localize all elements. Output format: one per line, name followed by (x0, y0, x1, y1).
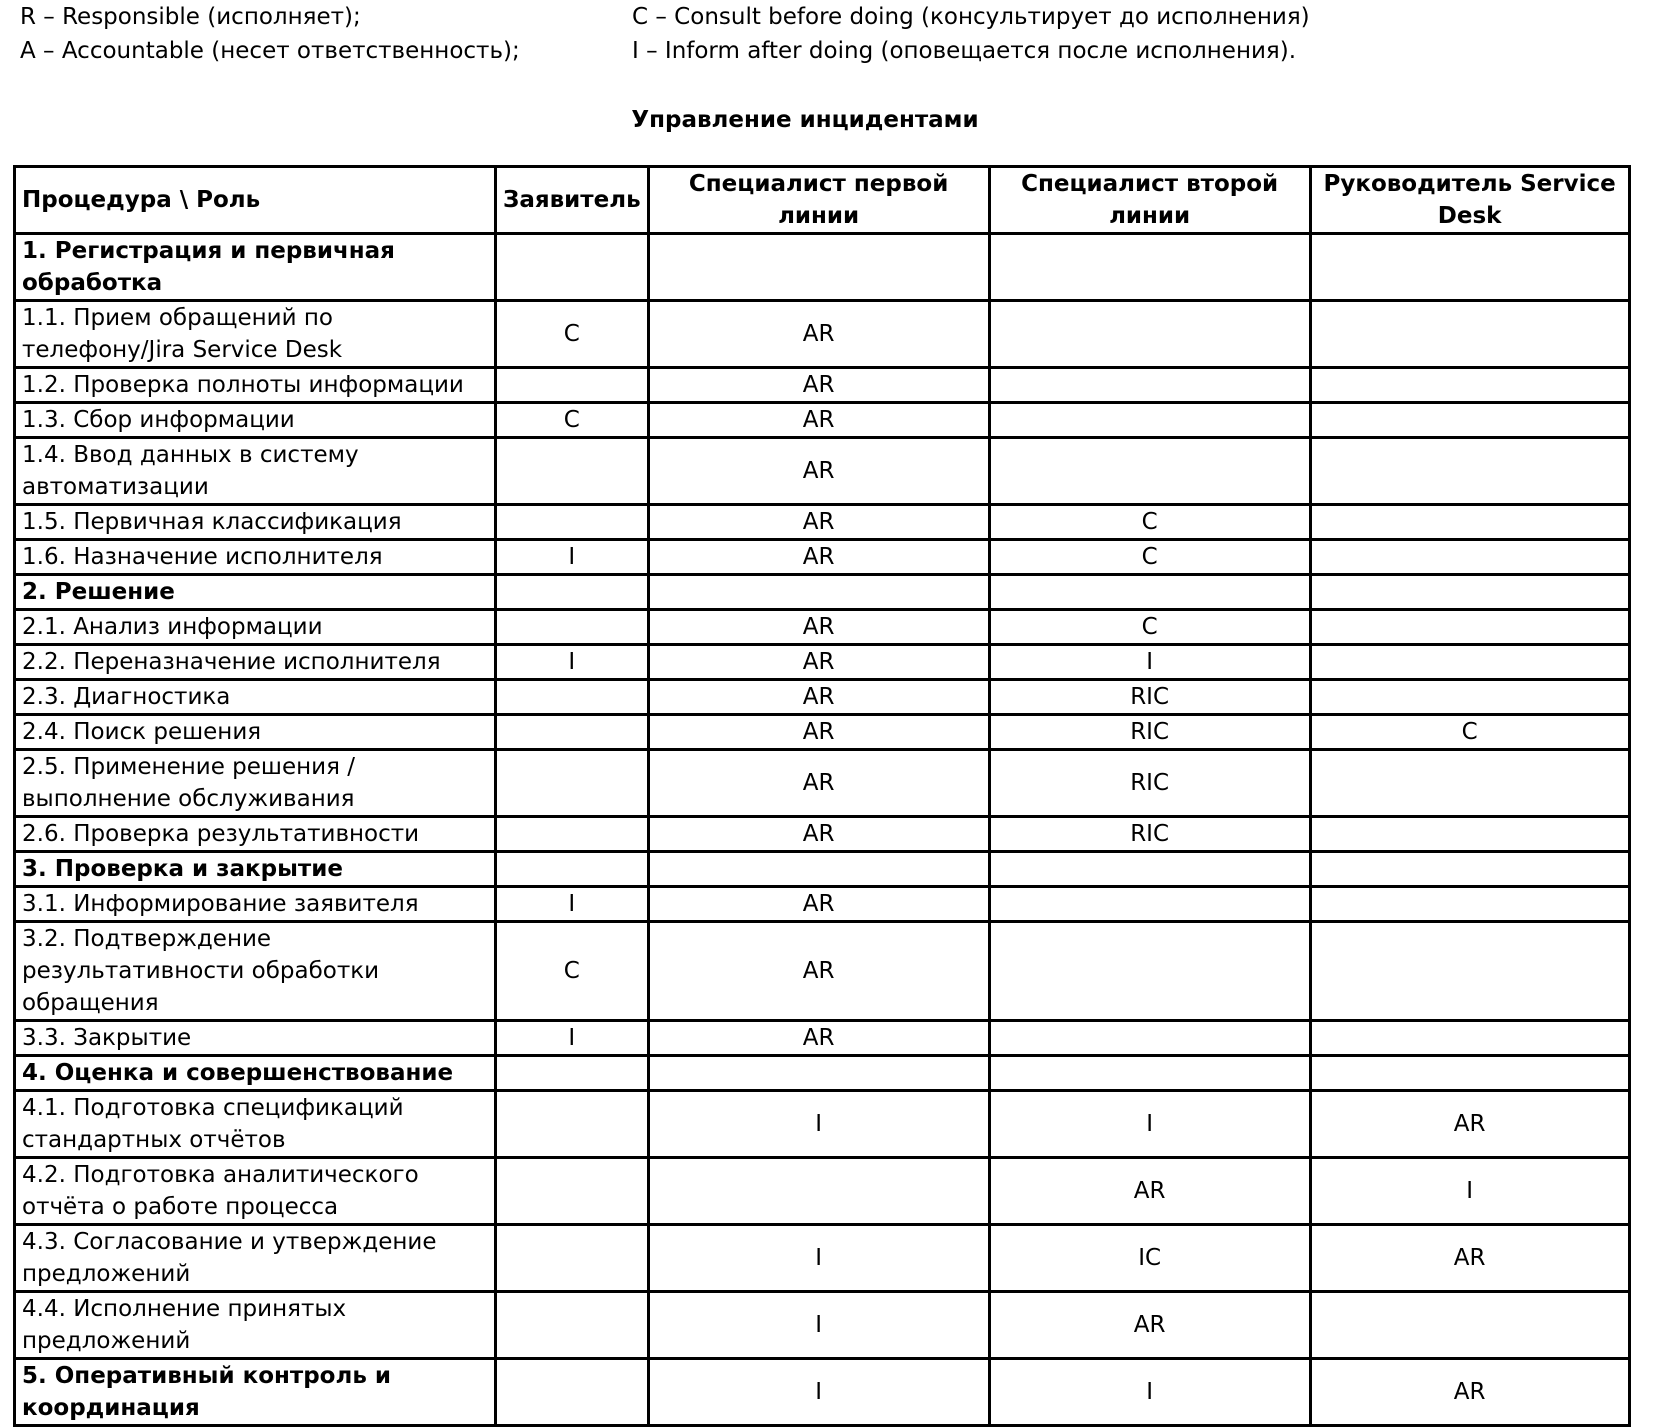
second-line-cell (989, 887, 1310, 922)
first-line-cell (648, 852, 989, 887)
first-line-cell: AR (648, 540, 989, 575)
section-row (15, 1056, 1630, 1091)
second-line-cell (989, 403, 1310, 438)
procedure-name: 2.3. Диагностика (15, 680, 496, 715)
table-row (15, 645, 1630, 680)
requester-cell (496, 1359, 649, 1426)
requester-cell (496, 1158, 649, 1225)
requester-cell (496, 680, 649, 715)
legend-accountable: A – Accountable (несет ответственность); (20, 38, 520, 64)
second-line-cell: I (989, 1359, 1310, 1426)
table-row (15, 1021, 1630, 1056)
first-line-cell: I (648, 1091, 989, 1158)
page-title: Управление инцидентами (631, 107, 979, 133)
first-line-cell: I (648, 1359, 989, 1426)
procedure-name: 4.2. Подготовка аналитического отчёта о работе процесса (15, 1158, 496, 1225)
second-line-cell (989, 922, 1310, 1021)
table-row (15, 301, 1630, 368)
procedure-name: 3.2. Подтверждение результативности обработки обращения (15, 922, 496, 1021)
section-title: 1. Регистрация и первичная обработка (15, 234, 496, 301)
requester-cell: C (496, 403, 649, 438)
requester-cell: C (496, 301, 649, 368)
column-header-sd-manager: Руководитель Service Desk (1310, 167, 1629, 234)
procedure-name: 1.3. Сбор информации (15, 403, 496, 438)
table-row (15, 887, 1630, 922)
section-title: 3. Проверка и закрытие (15, 852, 496, 887)
table-row (15, 817, 1630, 852)
procedure-name: 1.1. Прием обращений по телефону/Jira Service Desk (15, 301, 496, 368)
second-line-cell (989, 438, 1310, 505)
first-line-cell: AR (648, 368, 989, 403)
procedure-name: 2.2. Переназначение исполнителя (15, 645, 496, 680)
sd-manager-cell (1310, 1292, 1629, 1359)
second-line-cell (989, 852, 1310, 887)
sd-manager-cell (1310, 438, 1629, 505)
first-line-cell: AR (648, 403, 989, 438)
second-line-cell: AR (989, 1292, 1310, 1359)
second-line-cell: I (989, 645, 1310, 680)
sd-manager-cell (1310, 817, 1629, 852)
sd-manager-cell (1310, 540, 1629, 575)
table-row (15, 1292, 1630, 1359)
table-row (15, 505, 1630, 540)
procedure-name: 2.1. Анализ информации (15, 610, 496, 645)
second-line-cell (989, 301, 1310, 368)
first-line-cell: AR (648, 715, 989, 750)
second-line-cell (989, 1021, 1310, 1056)
first-line-cell: I (648, 1225, 989, 1292)
requester-cell: I (496, 1021, 649, 1056)
first-line-cell: AR (648, 887, 989, 922)
first-line-cell (648, 234, 989, 301)
requester-cell: I (496, 540, 649, 575)
section-row (15, 852, 1630, 887)
table-row (15, 680, 1630, 715)
table-row (15, 368, 1630, 403)
procedure-name: 2.4. Поиск решения (15, 715, 496, 750)
procedure-name: 3.1. Информирование заявителя (15, 887, 496, 922)
sd-manager-cell (1310, 645, 1629, 680)
legend-right (632, 0, 1310, 68)
procedure-name: 1.5. Первичная классификация (15, 505, 496, 540)
requester-cell (496, 438, 649, 505)
table-row (15, 610, 1630, 645)
table-row (15, 715, 1630, 750)
procedure-name: 1.4. Ввод данных в систему автоматизации (15, 438, 496, 505)
sd-manager-cell (1310, 852, 1629, 887)
table-row (15, 1158, 1630, 1225)
procedure-name: 2.5. Применение решения / выполнение обслуживания (15, 750, 496, 817)
second-line-cell: C (989, 610, 1310, 645)
sd-manager-cell: AR (1310, 1359, 1629, 1426)
column-header-second-line: Специалист второй линии (989, 167, 1310, 234)
sd-manager-cell (1310, 1021, 1629, 1056)
table-row (15, 403, 1630, 438)
table-header-row (15, 167, 1630, 234)
table-row (15, 922, 1630, 1021)
requester-cell (496, 505, 649, 540)
second-line-cell: IC (989, 1225, 1310, 1292)
procedure-name: 4.3. Согласование и утверждение предложений (15, 1225, 496, 1292)
requester-cell (496, 610, 649, 645)
second-line-cell: I (989, 1091, 1310, 1158)
sd-manager-cell (1310, 1056, 1629, 1091)
first-line-cell: AR (648, 750, 989, 817)
first-line-cell: AR (648, 817, 989, 852)
first-line-cell: I (648, 1292, 989, 1359)
second-line-cell: RIC (989, 715, 1310, 750)
column-header-requester: Заявитель (496, 167, 649, 234)
requester-cell (496, 234, 649, 301)
legend-consult: C – Consult before doing (консультирует до исполнения) (632, 4, 1310, 30)
second-line-cell: AR (989, 1158, 1310, 1225)
first-line-cell: AR (648, 301, 989, 368)
requester-cell (496, 715, 649, 750)
section-row (15, 234, 1630, 301)
second-line-cell: C (989, 505, 1310, 540)
requester-cell (496, 852, 649, 887)
section-title: 5. Оперативный контроль и координация (15, 1359, 496, 1426)
table-row (15, 750, 1630, 817)
sd-manager-cell (1310, 234, 1629, 301)
requester-cell (496, 1091, 649, 1158)
sd-manager-cell (1310, 403, 1629, 438)
requester-cell (496, 1056, 649, 1091)
procedure-name: 2.6. Проверка результативности (15, 817, 496, 852)
second-line-cell (989, 575, 1310, 610)
requester-cell: I (496, 645, 649, 680)
requester-cell (496, 1292, 649, 1359)
table-row (15, 438, 1630, 505)
second-line-cell: RIC (989, 817, 1310, 852)
sd-manager-cell (1310, 505, 1629, 540)
sd-manager-cell: I (1310, 1158, 1629, 1225)
table-row (15, 540, 1630, 575)
section-row (15, 575, 1630, 610)
sd-manager-cell: AR (1310, 1225, 1629, 1292)
sd-manager-cell (1310, 680, 1629, 715)
requester-cell: C (496, 922, 649, 1021)
first-line-cell: AR (648, 922, 989, 1021)
raci-table-body (15, 167, 1630, 1426)
procedure-name: 4.1. Подготовка спецификаций стандартных отчётов (15, 1091, 496, 1158)
requester-cell (496, 368, 649, 403)
first-line-cell: AR (648, 645, 989, 680)
section-title: 2. Решение (15, 575, 496, 610)
second-line-cell (989, 1056, 1310, 1091)
first-line-cell: AR (648, 680, 989, 715)
first-line-cell: AR (648, 505, 989, 540)
first-line-cell (648, 575, 989, 610)
first-line-cell: AR (648, 438, 989, 505)
column-header-procedure: Процедура \ Роль (15, 167, 496, 234)
sd-manager-cell (1310, 610, 1629, 645)
procedure-name: 4.4. Исполнение принятых предложений (15, 1292, 496, 1359)
procedure-name: 1.2. Проверка полноты информации (15, 368, 496, 403)
second-line-cell (989, 234, 1310, 301)
second-line-cell (989, 368, 1310, 403)
sd-manager-cell (1310, 922, 1629, 1021)
second-line-cell: C (989, 540, 1310, 575)
section-row (15, 1359, 1630, 1426)
sd-manager-cell (1310, 368, 1629, 403)
sd-manager-cell (1310, 575, 1629, 610)
table-row (15, 1225, 1630, 1292)
legend-inform: I – Inform after doing (оповещается после исполнения). (632, 38, 1297, 64)
section-title: 4. Оценка и совершенствование (15, 1056, 496, 1091)
requester-cell: I (496, 887, 649, 922)
procedure-name: 3.3. Закрытие (15, 1021, 496, 1056)
raci-table (13, 165, 1631, 1427)
sd-manager-cell (1310, 887, 1629, 922)
requester-cell (496, 750, 649, 817)
first-line-cell (648, 1056, 989, 1091)
second-line-cell: RIC (989, 680, 1310, 715)
sd-manager-cell (1310, 750, 1629, 817)
sd-manager-cell: C (1310, 715, 1629, 750)
column-header-first-line: Специалист первой линии (648, 167, 989, 234)
first-line-cell (648, 1158, 989, 1225)
sd-manager-cell (1310, 301, 1629, 368)
requester-cell (496, 1225, 649, 1292)
sd-manager-cell: AR (1310, 1091, 1629, 1158)
table-row (15, 1091, 1630, 1158)
requester-cell (496, 817, 649, 852)
requester-cell (496, 575, 649, 610)
second-line-cell: RIC (989, 750, 1310, 817)
first-line-cell: AR (648, 1021, 989, 1056)
legend-left (20, 0, 520, 68)
first-line-cell: AR (648, 610, 989, 645)
legend-responsible: R – Responsible (исполняет); (20, 4, 361, 30)
procedure-name: 1.6. Назначение исполнителя (15, 540, 496, 575)
